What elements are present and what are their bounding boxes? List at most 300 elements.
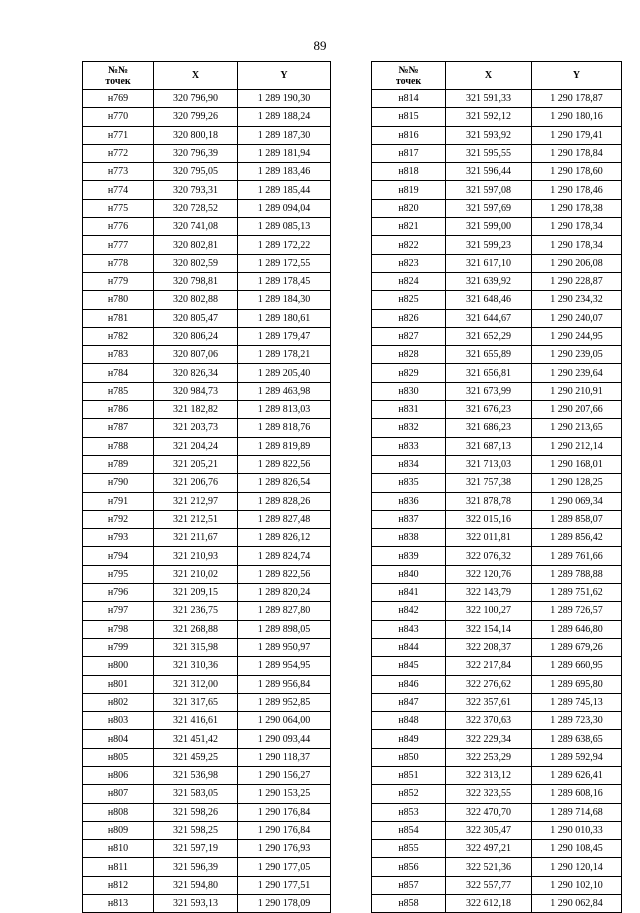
- x-coordinate-cell: 320 796,90: [154, 90, 238, 108]
- point-number-cell: н813: [83, 895, 154, 913]
- y-coordinate-cell: 1 289 187,30: [238, 126, 331, 144]
- x-coordinate-cell: 322 497,21: [446, 840, 532, 858]
- point-number-cell: н836: [372, 492, 446, 510]
- x-header: X: [154, 62, 238, 90]
- y-coordinate-cell: 1 290 239,05: [532, 346, 622, 364]
- y-coordinate-cell: 1 289 592,94: [532, 748, 622, 766]
- point-number-cell: н815: [372, 108, 446, 126]
- table-row: [83, 163, 331, 181]
- table-row: [372, 712, 622, 730]
- x-coordinate-cell: 320 802,88: [154, 291, 238, 309]
- point-number-cell: н803: [83, 712, 154, 730]
- table-row: [83, 272, 331, 290]
- table-row: [372, 657, 622, 675]
- x-coordinate-cell: 321 591,33: [446, 90, 532, 108]
- y-coordinate-cell: 1 289 094,04: [238, 199, 331, 217]
- x-coordinate-cell: 320 796,39: [154, 144, 238, 162]
- x-coordinate-cell: 322 276,62: [446, 675, 532, 693]
- y-coordinate-cell: 1 290 178,09: [238, 895, 331, 913]
- x-coordinate-cell: 321 206,76: [154, 474, 238, 492]
- table-row: [372, 785, 622, 803]
- x-coordinate-cell: 321 210,93: [154, 547, 238, 565]
- x-coordinate-cell: 321 644,67: [446, 309, 532, 327]
- table-row: [372, 565, 622, 583]
- table-row: [372, 766, 622, 784]
- point-number-cell: н853: [372, 803, 446, 821]
- x-coordinate-cell: 322 521,36: [446, 858, 532, 876]
- x-coordinate-cell: 322 011,81: [446, 529, 532, 547]
- y-coordinate-cell: 1 290 178,60: [532, 163, 622, 181]
- y-coordinate-cell: 1 290 239,64: [532, 364, 622, 382]
- point-number-cell: н840: [372, 565, 446, 583]
- y-coordinate-cell: 1 290 228,87: [532, 272, 622, 290]
- x-coordinate-cell: 321 599,00: [446, 218, 532, 236]
- table-row: [83, 785, 331, 803]
- table-row: [83, 565, 331, 583]
- table-row: [372, 529, 622, 547]
- table-row: [372, 437, 622, 455]
- table-row: [83, 712, 331, 730]
- table-header-row: [372, 62, 622, 90]
- point-number-cell: н826: [372, 309, 446, 327]
- point-number-cell: н825: [372, 291, 446, 309]
- point-number-cell: н828: [372, 346, 446, 364]
- point-number-cell: н830: [372, 382, 446, 400]
- table-row: [372, 730, 622, 748]
- point-number-cell: н857: [372, 876, 446, 894]
- y-coordinate-cell: 1 290 206,08: [532, 254, 622, 272]
- point-number-cell: н849: [372, 730, 446, 748]
- table-row: [83, 382, 331, 400]
- y-coordinate-cell: 1 289 956,84: [238, 675, 331, 693]
- y-coordinate-cell: 1 290 207,66: [532, 401, 622, 419]
- table-row: [372, 510, 622, 528]
- point-number-cell: н807: [83, 785, 154, 803]
- y-coordinate-cell: 1 289 085,13: [238, 218, 331, 236]
- x-coordinate-cell: 320 807,06: [154, 346, 238, 364]
- y-coordinate-cell: 1 289 679,26: [532, 638, 622, 656]
- x-coordinate-cell: 321 597,08: [446, 181, 532, 199]
- y-coordinate-cell: 1 289 638,65: [532, 730, 622, 748]
- point-number-cell: н837: [372, 510, 446, 528]
- y-coordinate-cell: 1 289 898,05: [238, 620, 331, 638]
- x-coordinate-cell: 322 154,14: [446, 620, 532, 638]
- x-coordinate-cell: 321 673,99: [446, 382, 532, 400]
- table-row: [83, 291, 331, 309]
- y-coordinate-cell: 1 289 178,45: [238, 272, 331, 290]
- x-coordinate-cell: 322 100,27: [446, 602, 532, 620]
- y-coordinate-cell: 1 290 179,41: [532, 126, 622, 144]
- point-number-cell: н838: [372, 529, 446, 547]
- x-coordinate-cell: 322 143,79: [446, 584, 532, 602]
- x-coordinate-cell: 321 686,23: [446, 419, 532, 437]
- table-row: [372, 90, 622, 108]
- x-coordinate-cell: 321 268,88: [154, 620, 238, 638]
- table-row: [372, 291, 622, 309]
- page-number: 89: [313, 38, 327, 53]
- y-coordinate-cell: 1 290 178,34: [532, 236, 622, 254]
- point-number-cell: н833: [372, 437, 446, 455]
- coordinates-table-left: [82, 61, 331, 913]
- y-coordinate-cell: 1 289 950,97: [238, 638, 331, 656]
- y-header: Y: [532, 62, 622, 90]
- x-coordinate-cell: 321 317,65: [154, 693, 238, 711]
- point-number-cell: н848: [372, 712, 446, 730]
- point-number-cell: н841: [372, 584, 446, 602]
- table-row: [372, 455, 622, 473]
- point-number-cell: н831: [372, 401, 446, 419]
- x-coordinate-cell: 322 612,18: [446, 895, 532, 913]
- y-coordinate-cell: 1 289 826,54: [238, 474, 331, 492]
- point-number-cell: н810: [83, 840, 154, 858]
- x-coordinate-cell: 321 212,97: [154, 492, 238, 510]
- table-row: [83, 876, 331, 894]
- point-number-cell: н847: [372, 693, 446, 711]
- point-number-cell: н851: [372, 766, 446, 784]
- x-coordinate-cell: 321 656,81: [446, 364, 532, 382]
- x-coordinate-cell: 320 806,24: [154, 327, 238, 345]
- y-coordinate-cell: 1 289 952,85: [238, 693, 331, 711]
- x-coordinate-cell: 322 305,47: [446, 821, 532, 839]
- table-row: [83, 401, 331, 419]
- y-coordinate-cell: 1 289 181,94: [238, 144, 331, 162]
- y-coordinate-cell: 1 289 172,22: [238, 236, 331, 254]
- point-number-cell: н832: [372, 419, 446, 437]
- x-coordinate-cell: 322 076,32: [446, 547, 532, 565]
- table-row: [372, 803, 622, 821]
- x-coordinate-cell: 321 204,24: [154, 437, 238, 455]
- coordinates-table-right: [371, 61, 622, 913]
- point-number-cell: н799: [83, 638, 154, 656]
- table-row: [372, 492, 622, 510]
- y-coordinate-cell: 1 289 828,26: [238, 492, 331, 510]
- point-number-cell: н858: [372, 895, 446, 913]
- point-number-cell: н783: [83, 346, 154, 364]
- y-coordinate-cell: 1 289 745,13: [532, 693, 622, 711]
- x-coordinate-cell: 320 802,81: [154, 236, 238, 254]
- point-number-cell: н850: [372, 748, 446, 766]
- point-number-cell: н780: [83, 291, 154, 309]
- table-row: [83, 547, 331, 565]
- table-row: [83, 419, 331, 437]
- table-row: [372, 858, 622, 876]
- table-row: [83, 529, 331, 547]
- x-coordinate-cell: 321 648,46: [446, 291, 532, 309]
- y-coordinate-cell: 1 289 822,56: [238, 455, 331, 473]
- x-coordinate-cell: 320 802,59: [154, 254, 238, 272]
- y-coordinate-cell: 1 290 128,25: [532, 474, 622, 492]
- x-coordinate-cell: 321 416,61: [154, 712, 238, 730]
- point-number-cell: н812: [83, 876, 154, 894]
- x-coordinate-cell: 322 370,63: [446, 712, 532, 730]
- point-number-cell: н804: [83, 730, 154, 748]
- y-coordinate-cell: 1 290 244,95: [532, 327, 622, 345]
- y-coordinate-cell: 1 289 179,47: [238, 327, 331, 345]
- table-row: [83, 254, 331, 272]
- point-number-cell: н781: [83, 309, 154, 327]
- table-row: [83, 236, 331, 254]
- point-number-cell: н787: [83, 419, 154, 437]
- y-coordinate-cell: 1 289 184,30: [238, 291, 331, 309]
- point-number-cell: н811: [83, 858, 154, 876]
- x-coordinate-cell: 321 597,19: [154, 840, 238, 858]
- x-coordinate-cell: 321 687,13: [446, 437, 532, 455]
- x-coordinate-cell: 322 253,29: [446, 748, 532, 766]
- y-coordinate-cell: 1 289 826,12: [238, 529, 331, 547]
- table-row: [83, 474, 331, 492]
- x-coordinate-cell: 321 878,78: [446, 492, 532, 510]
- point-number-cell: н817: [372, 144, 446, 162]
- y-coordinate-cell: 1 290 062,84: [532, 895, 622, 913]
- point-number-cell: н794: [83, 547, 154, 565]
- table-row: [372, 547, 622, 565]
- table-row: [83, 455, 331, 473]
- y-coordinate-cell: 1 289 183,46: [238, 163, 331, 181]
- point-number-cell: н774: [83, 181, 154, 199]
- y-coordinate-cell: 1 290 108,45: [532, 840, 622, 858]
- table-row: [83, 144, 331, 162]
- table-row: [372, 620, 622, 638]
- x-coordinate-cell: 320 793,31: [154, 181, 238, 199]
- y-coordinate-cell: 1 289 714,68: [532, 803, 622, 821]
- x-coordinate-cell: 321 212,51: [154, 510, 238, 528]
- table-row: [83, 766, 331, 784]
- y-coordinate-cell: 1 290 178,87: [532, 90, 622, 108]
- x-coordinate-cell: 322 470,70: [446, 803, 532, 821]
- y-coordinate-cell: 1 289 626,41: [532, 766, 622, 784]
- x-coordinate-cell: 321 310,36: [154, 657, 238, 675]
- point-number-cell: н816: [372, 126, 446, 144]
- table-header-row: [83, 62, 331, 90]
- table-row: [372, 126, 622, 144]
- y-coordinate-cell: 1 290 177,05: [238, 858, 331, 876]
- x-coordinate-cell: 322 357,61: [446, 693, 532, 711]
- point-number-cell: н790: [83, 474, 154, 492]
- table-row: [83, 803, 331, 821]
- table-row: [372, 675, 622, 693]
- table-row: [372, 309, 622, 327]
- table-row: [83, 218, 331, 236]
- point-number-cell: н855: [372, 840, 446, 858]
- x-header: X: [446, 62, 532, 90]
- y-coordinate-cell: 1 289 608,16: [532, 785, 622, 803]
- table-row: [372, 895, 622, 913]
- table-row: [83, 620, 331, 638]
- x-coordinate-cell: 321 203,73: [154, 419, 238, 437]
- x-coordinate-cell: 321 236,75: [154, 602, 238, 620]
- point-number-cell: н814: [372, 90, 446, 108]
- y-coordinate-cell: 1 289 723,30: [532, 712, 622, 730]
- table-row: [372, 584, 622, 602]
- table-row: [372, 419, 622, 437]
- point-number-cell: н788: [83, 437, 154, 455]
- table-row: [83, 748, 331, 766]
- table-row: [83, 126, 331, 144]
- x-coordinate-cell: 321 210,02: [154, 565, 238, 583]
- table-row: [372, 821, 622, 839]
- x-coordinate-cell: 320 799,26: [154, 108, 238, 126]
- point-number-cell: н777: [83, 236, 154, 254]
- table-row: [83, 309, 331, 327]
- table-row: [83, 895, 331, 913]
- x-coordinate-cell: 322 557,77: [446, 876, 532, 894]
- point-number-cell: н821: [372, 218, 446, 236]
- y-coordinate-cell: 1 289 188,24: [238, 108, 331, 126]
- table-row: [372, 346, 622, 364]
- table-row: [372, 236, 622, 254]
- x-coordinate-cell: 321 596,44: [446, 163, 532, 181]
- x-coordinate-cell: 321 593,92: [446, 126, 532, 144]
- point-number-cell: н805: [83, 748, 154, 766]
- x-coordinate-cell: 320 800,18: [154, 126, 238, 144]
- y-coordinate-cell: 1 290 210,91: [532, 382, 622, 400]
- point-number-cell: н789: [83, 455, 154, 473]
- y-coordinate-cell: 1 289 858,07: [532, 510, 622, 528]
- x-coordinate-cell: 321 594,80: [154, 876, 238, 894]
- x-coordinate-cell: 321 599,23: [446, 236, 532, 254]
- x-coordinate-cell: 321 592,12: [446, 108, 532, 126]
- point-number-cell: н795: [83, 565, 154, 583]
- y-coordinate-cell: 1 290 178,46: [532, 181, 622, 199]
- y-coordinate-cell: 1 290 176,84: [238, 803, 331, 821]
- x-coordinate-cell: 321 315,98: [154, 638, 238, 656]
- point-number-cell: н796: [83, 584, 154, 602]
- y-coordinate-cell: 1 289 954,95: [238, 657, 331, 675]
- y-coordinate-cell: 1 290 234,32: [532, 291, 622, 309]
- table-row: [83, 199, 331, 217]
- point-number-cell: н819: [372, 181, 446, 199]
- y-coordinate-cell: 1 289 818,76: [238, 419, 331, 437]
- x-coordinate-cell: 321 639,92: [446, 272, 532, 290]
- x-coordinate-cell: 322 217,84: [446, 657, 532, 675]
- point-number-cell: н772: [83, 144, 154, 162]
- table-row: [83, 821, 331, 839]
- y-coordinate-cell: 1 290 212,14: [532, 437, 622, 455]
- y-coordinate-cell: 1 289 822,56: [238, 565, 331, 583]
- point-number-cell: н824: [372, 272, 446, 290]
- x-coordinate-cell: 321 655,89: [446, 346, 532, 364]
- point-number-cell: н846: [372, 675, 446, 693]
- point-number-cell: н827: [372, 327, 446, 345]
- x-coordinate-cell: 321 713,03: [446, 455, 532, 473]
- table-row: [372, 638, 622, 656]
- point-number-cell: н822: [372, 236, 446, 254]
- x-coordinate-cell: 321 676,23: [446, 401, 532, 419]
- table-row: [83, 437, 331, 455]
- point-number-cell: н834: [372, 455, 446, 473]
- y-coordinate-cell: 1 290 213,65: [532, 419, 622, 437]
- x-coordinate-cell: 322 229,34: [446, 730, 532, 748]
- x-coordinate-cell: 321 583,05: [154, 785, 238, 803]
- table-row: [372, 840, 622, 858]
- y-coordinate-cell: 1 289 813,03: [238, 401, 331, 419]
- table-row: [372, 602, 622, 620]
- x-coordinate-cell: 321 757,38: [446, 474, 532, 492]
- point-number-cell: н800: [83, 657, 154, 675]
- x-coordinate-cell: 321 182,82: [154, 401, 238, 419]
- point-number-cell: н798: [83, 620, 154, 638]
- header-line-2: точек: [105, 75, 131, 87]
- x-coordinate-cell: 321 451,42: [154, 730, 238, 748]
- y-coordinate-cell: 1 289 190,30: [238, 90, 331, 108]
- point-number-cell: н791: [83, 492, 154, 510]
- point-number-cell: н779: [83, 272, 154, 290]
- x-coordinate-cell: 322 313,12: [446, 766, 532, 784]
- y-coordinate-cell: 1 289 856,42: [532, 529, 622, 547]
- point-number-cell: н820: [372, 199, 446, 217]
- x-coordinate-cell: 321 598,25: [154, 821, 238, 839]
- y-coordinate-cell: 1 290 064,00: [238, 712, 331, 730]
- point-number-cell: н786: [83, 401, 154, 419]
- x-coordinate-cell: 321 209,15: [154, 584, 238, 602]
- y-coordinate-cell: 1 290 180,16: [532, 108, 622, 126]
- point-number-cell: н842: [372, 602, 446, 620]
- y-header: Y: [238, 62, 331, 90]
- x-coordinate-cell: 321 595,55: [446, 144, 532, 162]
- y-coordinate-cell: 1 289 824,74: [238, 547, 331, 565]
- x-coordinate-cell: 320 805,47: [154, 309, 238, 327]
- y-coordinate-cell: 1 290 176,93: [238, 840, 331, 858]
- table-row: [83, 693, 331, 711]
- table-row: [83, 327, 331, 345]
- table-row: [372, 382, 622, 400]
- header-line-1: №№: [107, 64, 129, 76]
- table-row: [372, 474, 622, 492]
- point-number-cell: н818: [372, 163, 446, 181]
- x-coordinate-cell: 321 211,67: [154, 529, 238, 547]
- point-number-cell: н793: [83, 529, 154, 547]
- point-number-cell: н839: [372, 547, 446, 565]
- point-number-cell: н785: [83, 382, 154, 400]
- table-row: [83, 858, 331, 876]
- x-coordinate-cell: 320 741,08: [154, 218, 238, 236]
- x-coordinate-cell: 322 208,37: [446, 638, 532, 656]
- point-number-cell: н852: [372, 785, 446, 803]
- y-coordinate-cell: 1 290 153,25: [238, 785, 331, 803]
- table-row: [83, 675, 331, 693]
- x-coordinate-cell: 321 312,00: [154, 675, 238, 693]
- header-line-2: точек: [395, 75, 422, 87]
- x-coordinate-cell: 322 323,55: [446, 785, 532, 803]
- x-coordinate-cell: 322 120,76: [446, 565, 532, 583]
- x-coordinate-cell: 320 728,52: [154, 199, 238, 217]
- x-coordinate-cell: 320 984,73: [154, 382, 238, 400]
- y-coordinate-cell: 1 289 819,89: [238, 437, 331, 455]
- table-row: [83, 90, 331, 108]
- y-coordinate-cell: 1 290 156,27: [238, 766, 331, 784]
- y-coordinate-cell: 1 289 695,80: [532, 675, 622, 693]
- y-coordinate-cell: 1 289 463,98: [238, 382, 331, 400]
- table-row: [83, 638, 331, 656]
- point-number-cell: н773: [83, 163, 154, 181]
- table-row: [372, 199, 622, 217]
- y-coordinate-cell: 1 290 168,01: [532, 455, 622, 473]
- table-row: [372, 272, 622, 290]
- point-number-header: [372, 62, 446, 90]
- table-row: [372, 693, 622, 711]
- y-coordinate-cell: 1 289 761,66: [532, 547, 622, 565]
- table-row: [83, 730, 331, 748]
- y-coordinate-cell: 1 290 010,33: [532, 821, 622, 839]
- point-number-cell: н769: [83, 90, 154, 108]
- table-row: [372, 327, 622, 345]
- table-row: [372, 181, 622, 199]
- table-row: [372, 876, 622, 894]
- x-coordinate-cell: 321 205,21: [154, 455, 238, 473]
- point-number-cell: н770: [83, 108, 154, 126]
- y-coordinate-cell: 1 290 177,51: [238, 876, 331, 894]
- table-row: [83, 364, 331, 382]
